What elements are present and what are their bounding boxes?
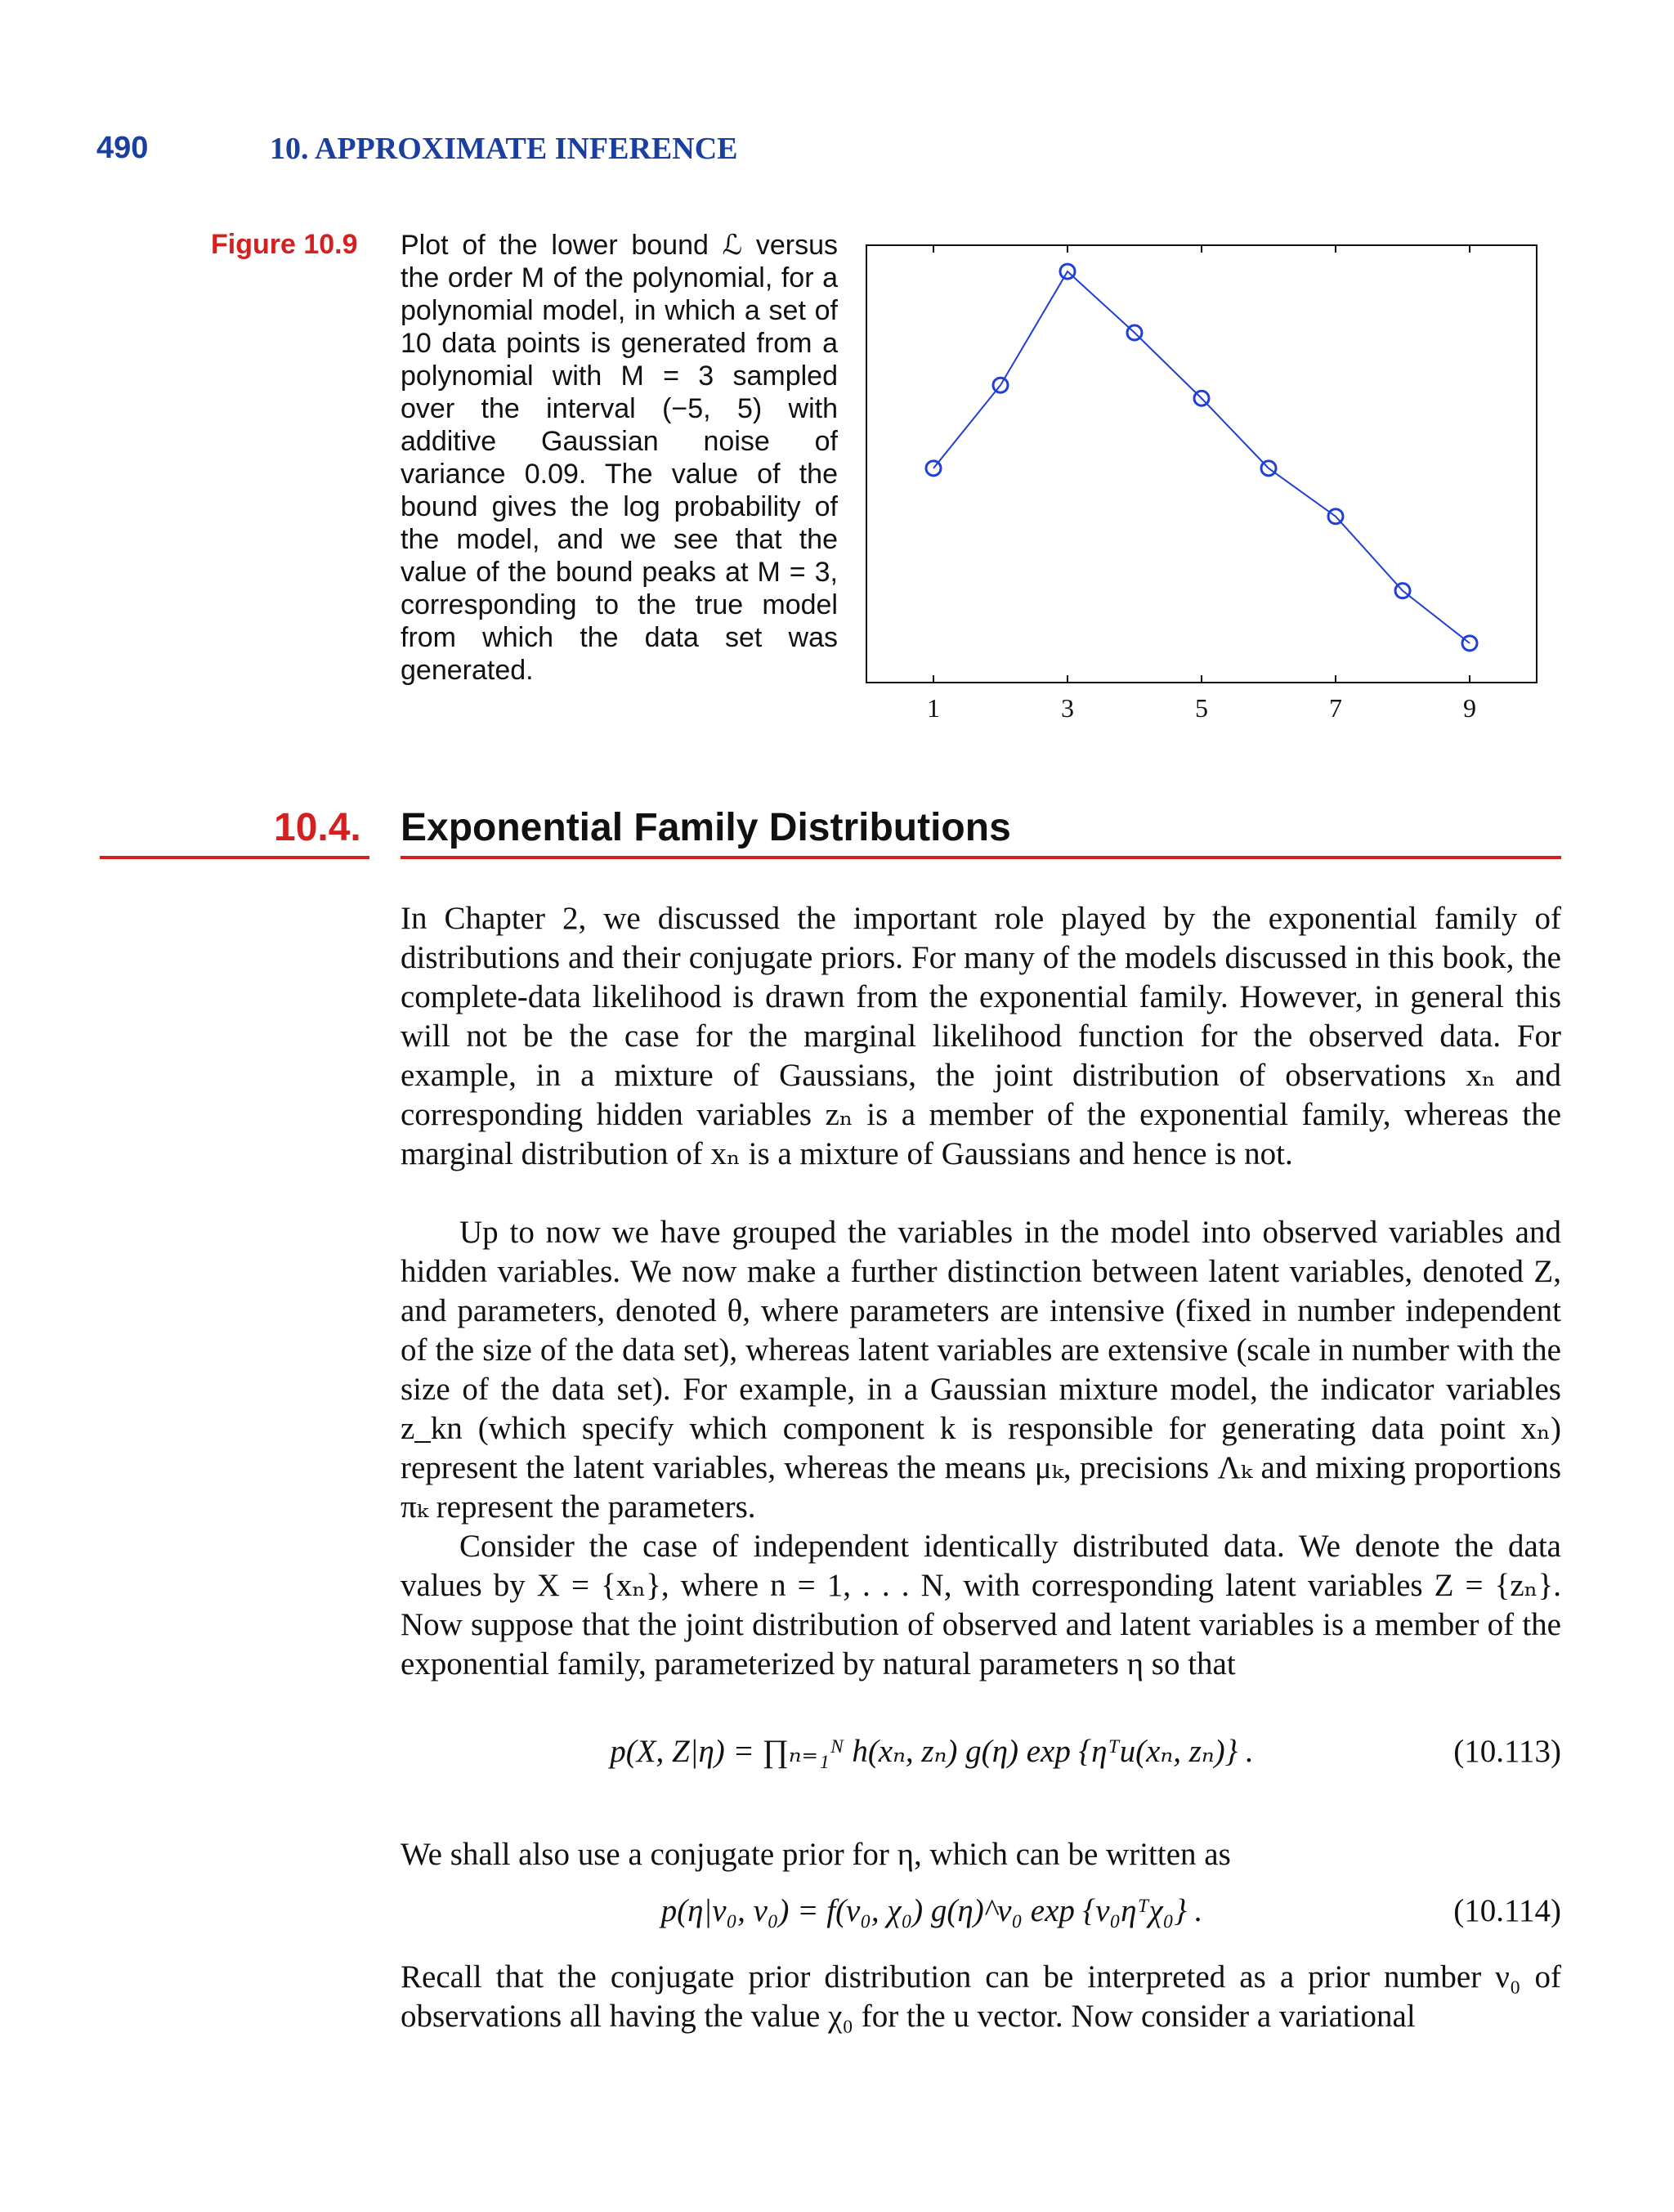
series-markers bbox=[926, 264, 1477, 651]
equation-10-114-body: p(η|ν₀, v₀) = f(ν₀, χ₀) g(η)^ν₀ exp {ν₀ηᵀχ₀} . bbox=[660, 1893, 1203, 1928]
running-head: 10. APPROXIMATE INFERENCE bbox=[270, 132, 738, 166]
paragraph-3: Consider the case of independent identically distributed data. We denote the data values by X = {xₙ}, where n = 1, . . . N, with corresponding latent variables Z = {zₙ}. Now suppose that the joint distribution of observed and latent variables is a member of the exponential family, parameterized by natural parameters η so that bbox=[401, 1529, 1561, 1681]
x-tick-label: 1 bbox=[927, 693, 940, 723]
section-rule-right bbox=[401, 856, 1561, 859]
section-title: Exponential Family Distributions bbox=[401, 806, 1011, 849]
figure-caption: Plot of the lower bound ℒ versus the order M of the polynomial, for a polynomial model, in which a set of 10 data points is generated from a polynomial with M = 3 sampled over the interval (−5, 5) with additive Gaussian noise of variance 0.09. The value of the bound gives the log probability of the model, and we see that the value of the bound peaks at M = 3, corresponding to the true model from which the data set was generated. bbox=[401, 230, 838, 686]
series-polyline bbox=[933, 271, 1470, 643]
paragraph-5: Recall that the conjugate prior distribution can be interpreted as a prior number ν₀ of observations all having the value χ₀ for the u vector. Now consider a variational bbox=[401, 1959, 1561, 2034]
equation-10-113-number: (10.113) bbox=[1453, 1734, 1561, 1769]
series-line bbox=[933, 271, 1470, 643]
paragraph-2: Up to now we have grouped the variables in the model into observed variables and hidden variables. We now make a further distinction between latent variables, denoted Z, and parameters, denoted θ, where parameters are intensive (fixed in number independent of the size of the data set), whereas latent variables are extensive (scale in number with the size of the data set). For example, in a Gaussian mixture model, the indicator variables z_kn (which specify which component k is responsible for generating data point xₙ) represent the latent variables, whereas the means μₖ, precisions Λₖ and mixing proportions πₖ represent the parameters. bbox=[401, 1215, 1561, 1525]
x-tick-label: 5 bbox=[1195, 693, 1208, 723]
page-number: 490 bbox=[96, 131, 149, 165]
x-tick-label: 9 bbox=[1463, 693, 1476, 723]
x-tick-label: 7 bbox=[1329, 693, 1342, 723]
paragraph-4: We shall also use a conjugate prior for η, which can be written as bbox=[401, 1837, 1231, 1872]
x-ticks bbox=[927, 245, 1476, 723]
lower-bound-chart bbox=[858, 237, 1545, 744]
equation-10-113-body: p(X, Z|η) = ∏ₙ₌₁ᴺ h(xₙ, zₙ) g(η) exp {ηᵀu(xₙ, zₙ)} . bbox=[610, 1734, 1254, 1769]
x-tick-label: 3 bbox=[1061, 693, 1074, 723]
equation-10-114 bbox=[401, 1892, 1561, 1941]
figure-label: Figure 10.9 bbox=[211, 229, 358, 260]
equation-10-114-number: (10.114) bbox=[1453, 1893, 1561, 1928]
section-rule-left bbox=[100, 856, 369, 859]
section-number: 10.4. bbox=[274, 806, 361, 849]
paragraph-1: In Chapter 2, we discussed the important role played by the exponential family of distributions and their conjugate priors. For many of the models discussed in this book, the complete-data likelihood is drawn from the exponential family. However, in general this will not be the case for the marginal likelihood function for the observed data. For example, in a mixture of Gaussians, the joint distribution of observations xₙ and corresponding hidden variables zₙ is a member of the exponential family, whereas the marginal distribution of xₙ is a mixture of Gaussians and hence is not. bbox=[401, 901, 1561, 1171]
equation-10-113 bbox=[401, 1733, 1561, 1782]
